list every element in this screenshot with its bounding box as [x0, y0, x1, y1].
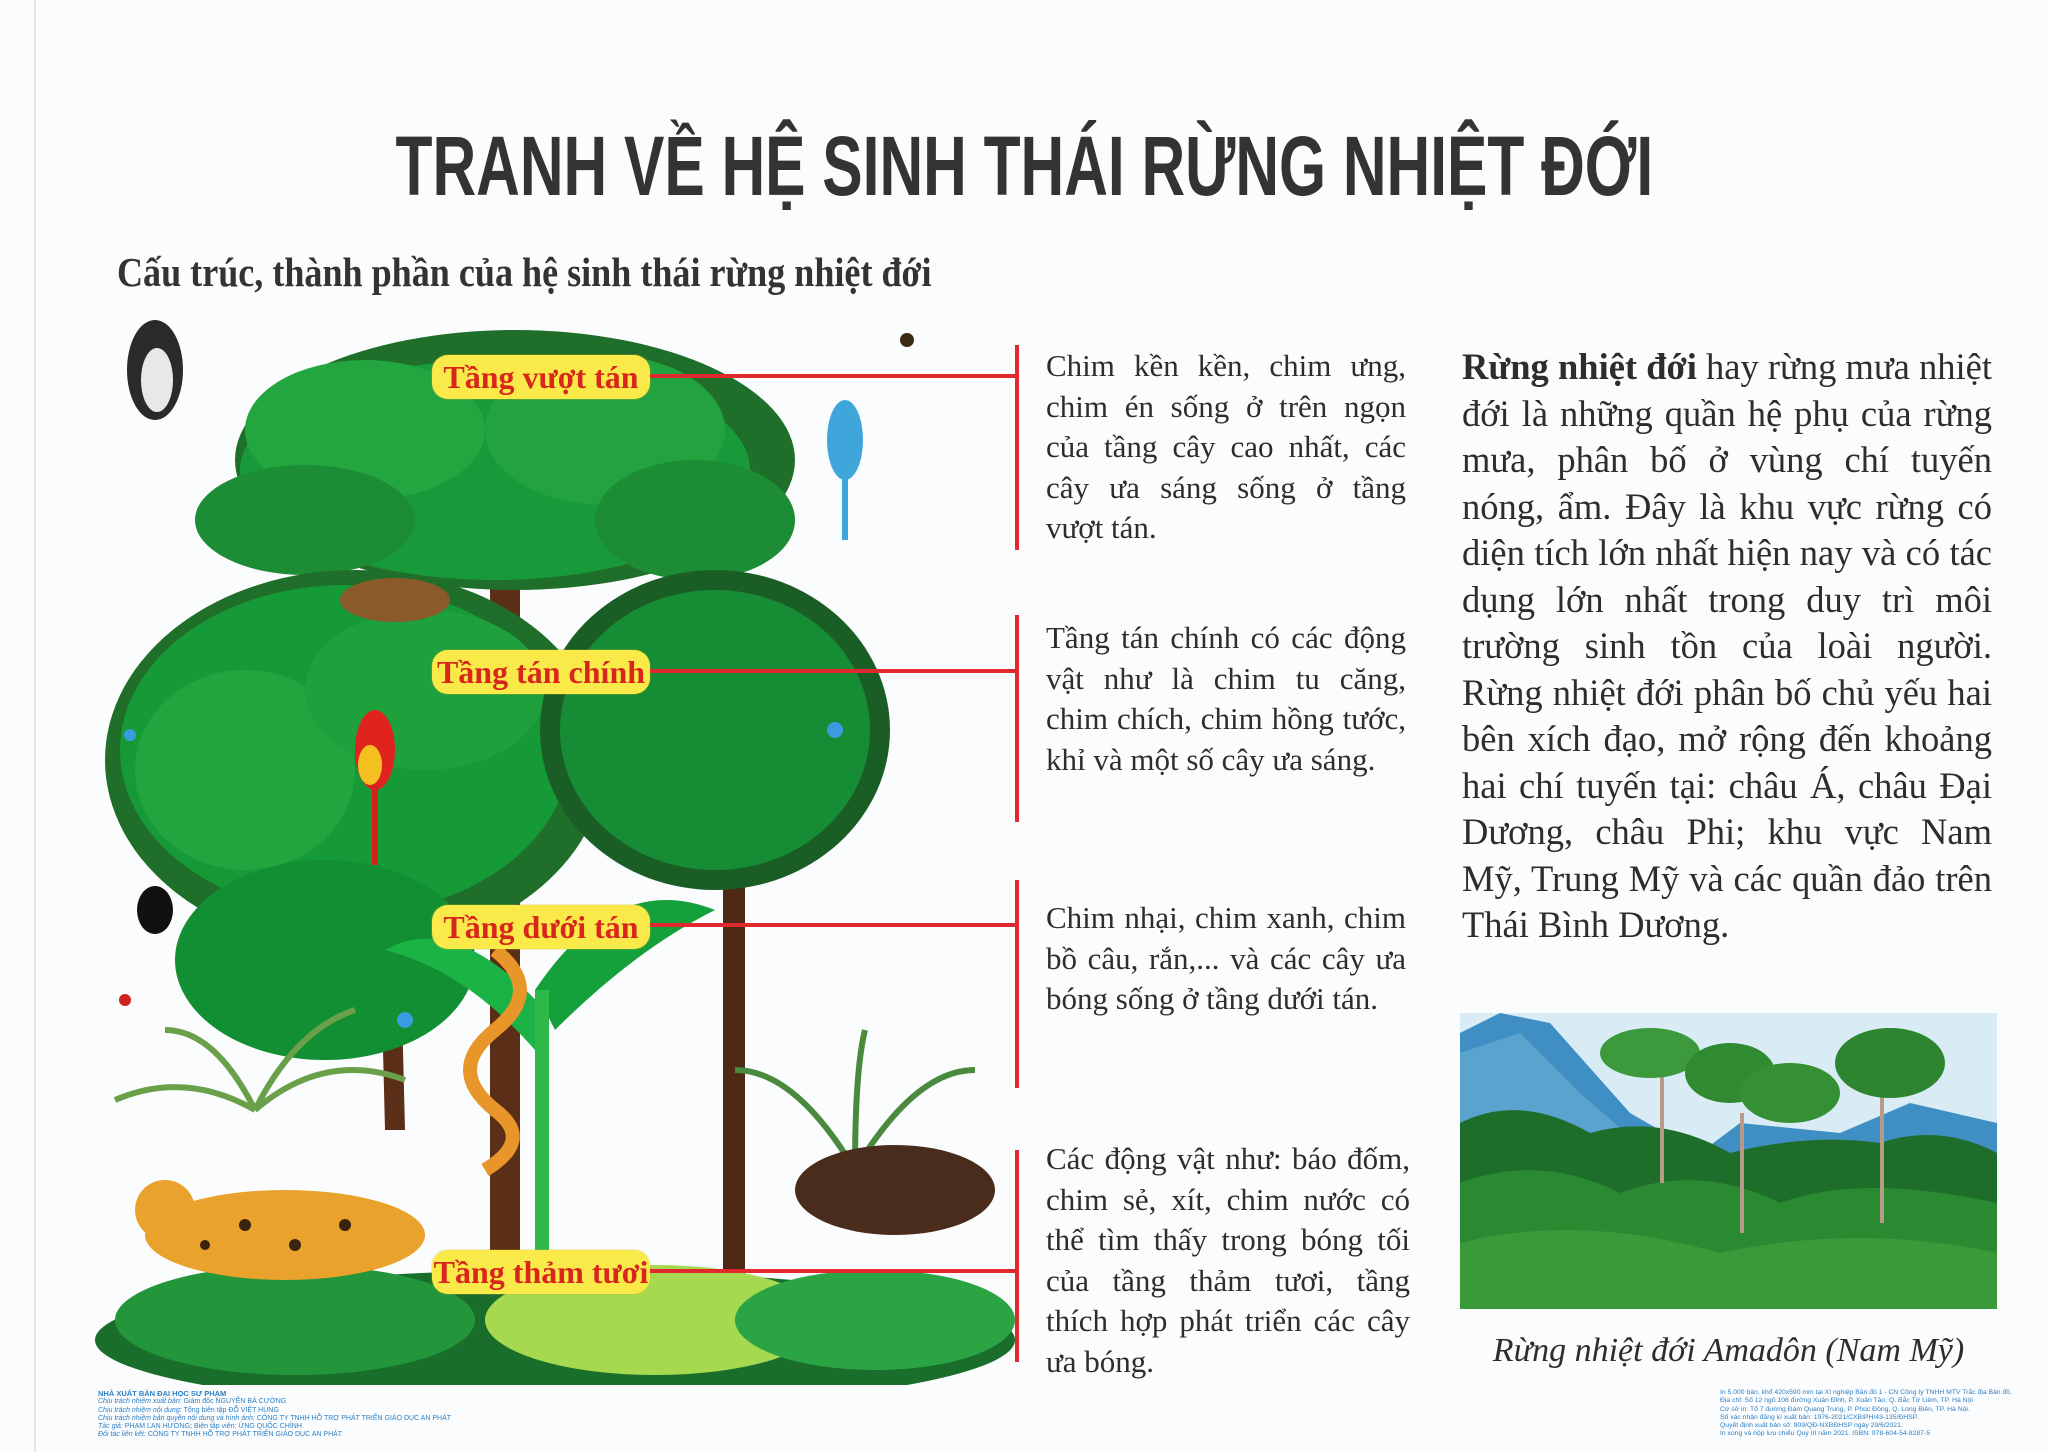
page-title-text: TRANH VỀ HỆ SINH THÁI RỪNG NHIỆT ĐỚI	[395, 119, 1653, 214]
imprint-line	[98, 1415, 548, 1423]
imprint-label: Chịu trách nhiệm nội dung:	[98, 1406, 184, 1414]
printing-line: In xong và nộp lưu chiểu Quý III năm 2021. ISBN: 978-604-54-8287-5	[1720, 1430, 1931, 1438]
monkey	[137, 886, 173, 934]
imprint-value: CÔNG TY TNHH HỖ TRỢ PHÁT TRIỂN GIÁO DỤC AN PHÁT	[256, 1414, 452, 1422]
imprint-line	[98, 1398, 548, 1406]
page-edge-divider	[34, 0, 36, 1452]
layer-description-understory: Chim nhại, chim xanh, chim bồ câu, rắn,... và các cây ưa bóng sống ở tầng dưới tán.	[1046, 900, 1406, 1016]
sloth	[340, 578, 450, 622]
layer-description-main-canopy: Tầng tán chính có các động vật như là chim tu căng, chim chích, chim hồng tước, khỉ và một số cây ưa sáng.	[1046, 620, 1406, 777]
connector-line-main-canopy	[650, 669, 1018, 673]
layer-label-text: Tầng thảm tươi	[433, 1253, 649, 1290]
imprint-label: Chịu trách nhiệm xuất bản:	[98, 1398, 184, 1406]
bracket-line-main-canopy	[1015, 615, 1019, 822]
rainforest-info-paragraph	[1462, 344, 1992, 949]
connector-line-ground	[650, 1269, 1018, 1273]
layer-label-text: Tầng vượt tán	[443, 358, 639, 395]
imprint-label: Tác giả:	[98, 1423, 125, 1431]
printing-line: Quyết định xuất bản số: 909/QĐ-NXBĐHSP ngày 29/6/2021.	[1720, 1422, 1903, 1430]
printing-line: In 5.000 bản, khổ 420x590 mm tại Xí nghiệp Bản đồ 1 - CN Công ty TNHH MTV Trắc địa Bản đồ.	[1720, 1389, 2012, 1396]
section-subtitle	[117, 248, 1043, 296]
imprint-label: Đối tác liên kết:	[98, 1431, 148, 1439]
layer-label-ground	[432, 1250, 650, 1294]
printing-line: Cơ sở in: Tổ 7 đường Đàm Quang Trung, P. Phúc Đồng, Q. Long Biên, TP. Hà Nội.	[1720, 1405, 1970, 1413]
layer-label-main-canopy	[432, 650, 650, 694]
printing-line: Số xác nhận đăng kí xuất bản: 1976-2021/CXBIPH/43-135/ĐHSP.	[1720, 1413, 1919, 1421]
eagle	[127, 320, 183, 420]
imprint-line	[98, 1407, 548, 1415]
blue-macaw	[827, 400, 863, 540]
imprint-line	[98, 1431, 548, 1439]
info-bold-lead: Rừng nhiệt đới	[1462, 346, 1697, 387]
layer-label-text: Tầng dưới tán	[443, 908, 639, 945]
tapir	[795, 1145, 995, 1235]
page-title	[0, 118, 2048, 215]
amazon-rainforest-photo	[1460, 1013, 1997, 1309]
bracket-line-ground	[1015, 1150, 1019, 1362]
rainforest-illustration	[95, 310, 1015, 1385]
info-body-text: hay rừng mưa nhiệt đới là những quần hệ phụ của rừng mưa, phân bố ở vùng chí tuyến nóng, ẩm. Đây là khu vực rừng có diện tích lớn nhất hiện nay và có tác dụng lớn nhất trong duy trì môi trường sinh tồn của loài người. Rừng nhiệt đới phân bố chủ yếu hai bên xích đạo, mở rộng đến khoảng hai chí tuyến tại: châu Á, châu Đại Dương, châu Phi; khu vực Nam Mỹ, Trung Mỹ và các quần đảo trên Thái Bình Dương.	[1462, 346, 1992, 945]
printing-info	[1720, 1389, 2020, 1439]
publisher-name: NHÀ XUẤT BẢN ĐẠI HỌC SƯ PHẠM	[98, 1389, 227, 1398]
jaguar	[135, 1180, 425, 1280]
imprint-value: CÔNG TY TNHH HỖ TRỢ PHÁT TRIỂN GIÁO DỤC AN PHÁT	[147, 1431, 343, 1439]
layer-label-emergent	[432, 355, 650, 399]
layer-label-understory	[432, 905, 650, 949]
imprint-value: Tổng biên tập ĐỖ VIỆT HÙNG	[183, 1406, 279, 1414]
section-subtitle-text: Cấu trúc, thành phần của hệ sinh thái rừng nhiệt đới	[117, 249, 932, 296]
imprint-value: PHẠM LAN HƯƠNG; Biên tập viên: ỨNG QUỐC CHỈNH	[124, 1423, 302, 1431]
connector-line-emergent	[650, 374, 1018, 378]
photo-caption: Rừng nhiệt đới Amadôn (Nam Mỹ)	[1492, 1332, 1965, 1369]
printing-line: Địa chỉ: Số 12 ngõ 108 đường Xuân Đỉnh, P. Xuân Tảo, Q. Bắc Từ Liêm, TP. Hà Nội	[1720, 1397, 1973, 1405]
connector-line-understory	[650, 923, 1018, 927]
bracket-line-emergent	[1015, 345, 1019, 550]
imprint-label: Chịu trách nhiệm bản quyền nội dung và hình ảnh:	[98, 1414, 257, 1422]
bracket-line-understory	[1015, 880, 1019, 1088]
layer-label-text: Tầng tán chính	[436, 653, 646, 690]
imprint-value: Giám đốc NGUYỄN BÁ CƯỜNG	[183, 1398, 287, 1406]
layer-description-emergent: Chim kền kền, chim ưng, chim én sống ở trên ngọn của tầng cây cao nhất, các cây ưa sáng sống ở tầng vượt tán.	[1046, 348, 1406, 545]
layer-description-ground: Các động vật như: báo đốm, chim sẻ, xít, chim nước có thể tìm thấy trong bóng tối của tầng thảm tươi, tầng thích hợp phát triển các cây ưa bóng.	[1046, 1141, 1410, 1379]
publisher-imprint	[98, 1390, 548, 1440]
